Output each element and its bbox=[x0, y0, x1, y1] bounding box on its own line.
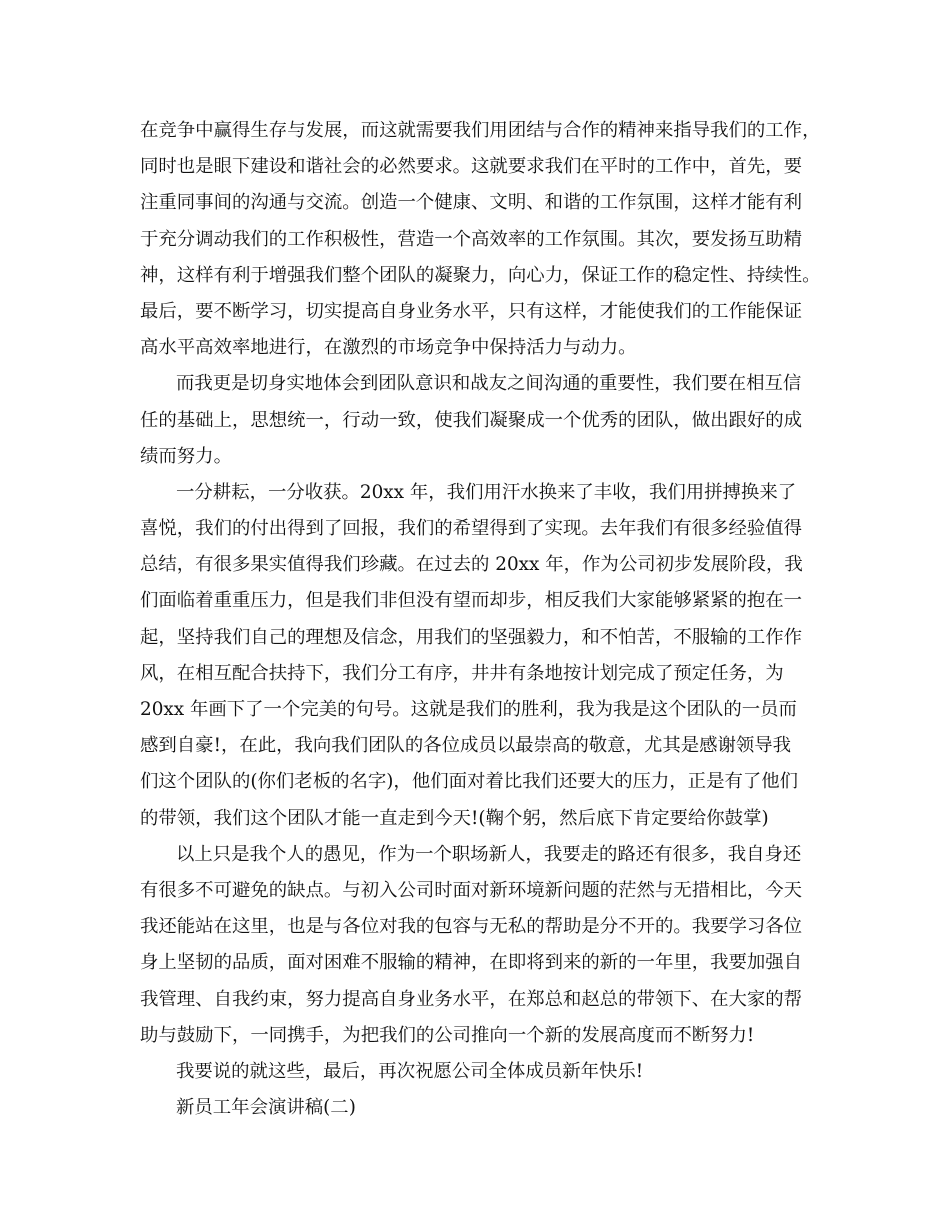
paragraph-5 bbox=[140, 1054, 820, 1090]
heading-text: 新员工年会演讲稿(二) bbox=[176, 1097, 356, 1119]
paragraph-3 bbox=[140, 475, 820, 837]
text-line: 任的基础上，思想统一，行动一致，使我们凝聚成一个优秀的团队，做出跟好的成 bbox=[140, 409, 803, 431]
text-line: 助与鼓励下，一同携手，为把我们的公司推向一个新的发展高度而不断努力! bbox=[140, 1024, 755, 1046]
text-line: 我要说的就这些，最后，再次祝愿公司全体成员新年快乐! bbox=[176, 1060, 644, 1082]
document-body bbox=[140, 113, 820, 1126]
text-line: 们这个团队的(你们老板的名字)，他们面对着比我们还要大的压力，正是有了他们 bbox=[140, 771, 799, 793]
paragraph-2 bbox=[140, 366, 820, 475]
text-line: 最后，要不断学习，切实提高自身业务水平，只有这样，才能使我们的工作能保证 bbox=[140, 300, 803, 322]
text-line: 喜悦，我们的付出得到了回报，我们的希望得到了实现。去年我们有很多经验值得 bbox=[140, 518, 803, 540]
text-line: 风，在相互配合扶持下，我们分工有序，井井有条地按计划完成了预定任务，为 bbox=[140, 662, 784, 684]
text-line: 以上只是我个人的愚见，作为一个职场新人，我要走的路还有很多，我自身还 bbox=[176, 843, 802, 865]
text-line: 高水平高效率地进行，在激烈的市场竞争中保持活力与动力。 bbox=[140, 337, 637, 359]
text-line: 一分耕耘，一分收获。20xx 年，我们用汗水换来了丰收，我们用拼搏换来了 bbox=[176, 481, 797, 503]
paragraph-4 bbox=[140, 837, 820, 1054]
text-line: 我还能站在这里，也是与各位对我的包容与无私的帮助是分不开的。我要学习各位 bbox=[140, 916, 803, 938]
text-line: 注重同事间的沟通与交流。创造一个健康、文明、和谐的工作氛围，这样才能有利 bbox=[140, 192, 803, 214]
text-line: 同时也是眼下建设和谐社会的必然要求。这就要求我们在平时的工作中，首先，要 bbox=[140, 156, 803, 178]
text-line: 的带领，我们这个团队才能一直走到今天!(鞠个躬，然后底下肯定要给你鼓掌) bbox=[140, 807, 769, 829]
text-line: 神，这样有利于增强我们整个团队的凝聚力，向心力，保证工作的稳定性、持续性。 bbox=[140, 264, 821, 286]
text-line: 而我更是切身实地体会到团队意识和战友之间沟通的重要性，我们要在相互信 bbox=[176, 373, 802, 395]
text-line: 们面临着重重压力，但是我们非但没有望而却步，相反我们大家能够紧紧的抱在一 bbox=[140, 590, 803, 612]
text-line: 身上坚韧的品质，面对困难不服输的精神，在即将到来的新的一年里，我要加强自 bbox=[140, 952, 803, 974]
text-line: 总结，有很多果实值得我们珍藏。在过去的 20xx 年，作为公司初步发展阶段，我 bbox=[140, 554, 803, 576]
text-line: 绩而努力。 bbox=[140, 445, 232, 467]
text-line: 有很多不可避免的缺点。与初入公司时面对新环境新问题的茫然与无措相比，今天 bbox=[140, 879, 803, 901]
text-line: 我管理、自我约束，努力提高自身业务水平，在郑总和赵总的带领下、在大家的帮 bbox=[140, 988, 803, 1010]
paragraph-1 bbox=[140, 113, 820, 366]
section-heading bbox=[140, 1090, 820, 1126]
text-line: 起，坚持我们自己的理想及信念，用我们的坚强毅力，和不怕苦，不服输的工作作 bbox=[140, 626, 803, 648]
text-line: 于充分调动我们的工作积极性，营造一个高效率的工作氛围。其次，要发扬互助精 bbox=[140, 228, 803, 250]
text-line: 20xx 年画下了一个完美的句号。这就是我们的胜利，我为我是这个团队的一员而 bbox=[140, 699, 797, 720]
text-line: 在竞争中赢得生存与发展，而这就需要我们用团结与合作的精神来指导我们的工作， bbox=[140, 120, 821, 141]
text-line: 感到自豪!，在此，我向我们团队的各位成员以最崇高的敬意，尤其是感谢领导我 bbox=[140, 735, 792, 757]
